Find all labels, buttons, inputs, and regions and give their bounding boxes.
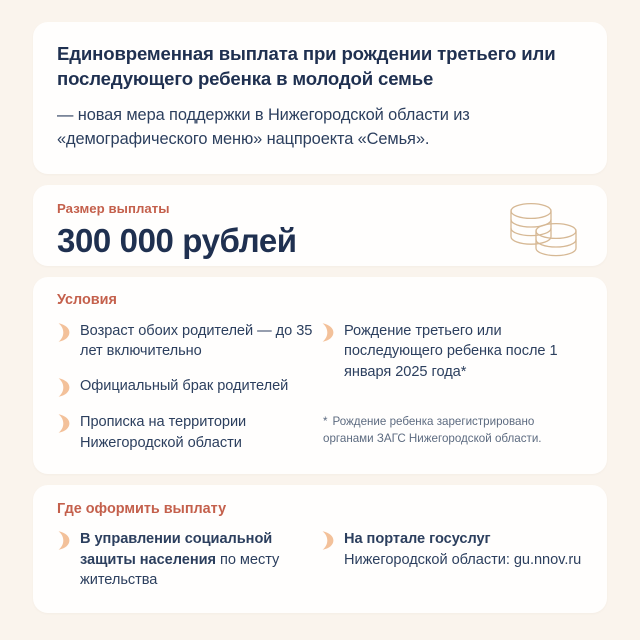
conditions-left-column <box>57 321 315 454</box>
crescent-bullet-icon <box>57 413 70 434</box>
page-title: Единовременная выплата при рождении третьего или последующего ребенка в молодой семье <box>57 43 556 89</box>
coins-stack-icon <box>506 198 582 260</box>
where-left-column <box>57 529 315 591</box>
list-item <box>321 529 583 570</box>
where-right-column <box>315 529 583 570</box>
crescent-bullet-icon <box>57 530 70 551</box>
payment-amount-card <box>33 185 607 267</box>
list-item-text <box>80 529 315 591</box>
list-item <box>57 321 315 362</box>
crescent-bullet-icon <box>321 530 334 551</box>
footnote-marker: * <box>323 414 328 428</box>
list-item-text: Рождение третьего или последующего ребенка после 1 января 2025 года* <box>344 322 558 381</box>
list-item <box>57 529 315 591</box>
page-subtitle: — новая мера поддержки в Нижегородской области из «демографического меню» нацпроекта «Семья». <box>57 106 470 149</box>
list-item-text-strong: В управлении социальной защиты населения <box>80 530 273 568</box>
list-item <box>57 376 315 398</box>
conditions-title: Условия <box>57 292 117 309</box>
crescent-bullet-icon <box>321 322 334 343</box>
where-to-apply-card <box>33 485 607 613</box>
payment-amount-label: Размер выплаты <box>57 200 170 216</box>
list-item <box>57 412 315 453</box>
list-item-text-regular: Нижегородской области: gu.nnov.ru <box>344 551 582 568</box>
list-item <box>321 321 583 383</box>
payment-amount-value: 300 000 рублей <box>57 221 297 259</box>
conditions-card <box>33 277 607 473</box>
list-item-text: Прописка на территории Нижегородской области <box>80 414 247 451</box>
where-to-apply-title: Где оформить выплату <box>57 500 227 517</box>
where-to-apply-columns <box>57 529 583 591</box>
crescent-bullet-icon <box>57 322 70 343</box>
footnote-text: Рождение ребенка зарегистрировано органами ЗАГС Нижегородской области. <box>323 414 542 446</box>
list-item-text: Официальный брак родителей <box>80 378 289 395</box>
conditions-columns <box>57 321 583 454</box>
list-item-text-strong: На портале госуслуг <box>344 530 491 547</box>
conditions-right-column <box>315 321 583 448</box>
header-card <box>33 22 607 174</box>
list-item-text: Возраст обоих родителей — до 35 лет включительно <box>80 322 313 360</box>
crescent-bullet-icon <box>57 377 70 398</box>
list-item-text <box>344 529 581 570</box>
list-item-text-regular: по месту жительства <box>80 551 280 589</box>
footnote <box>321 413 583 448</box>
